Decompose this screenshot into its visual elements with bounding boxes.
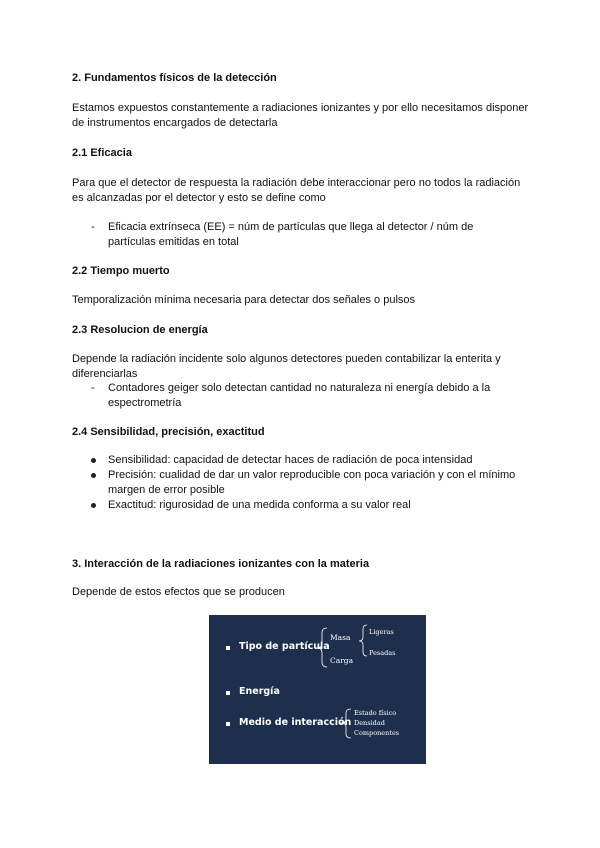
- section-2-paragraph: Estamos expuestos constantemente a radiaciones ionizantes y por ello necesitamos disponer de instrumentos encargados de detectarla: [72, 102, 529, 129]
- section-2-heading: 2. Fundamentos físicos de la detección: [72, 72, 277, 84]
- slide-item-energia: Energía: [239, 686, 280, 697]
- section-2-2-heading: 2.2 Tiempo muerto: [72, 265, 170, 277]
- slide-sub-estado: Estado físico: [354, 709, 397, 717]
- section-2-1-heading: 2.1 Eficacia: [72, 147, 132, 159]
- section-2-4-heading: 2.4 Sensibilidad, precisión, exactitud: [72, 426, 265, 438]
- slide-sub-masa: Masa: [330, 633, 351, 642]
- embedded-slide-image: [209, 615, 426, 764]
- section-2-3-heading: 2.3 Resolucion de energía: [72, 324, 208, 336]
- slide-sub-carga: Carga: [330, 656, 354, 665]
- section-2-4-list-item: Precisión: cualidad de dar un valor reproducible con poca variación y con el mínimo margen de error posible: [108, 469, 516, 496]
- section-2-1-paragraph: Para que el detector de respuesta la radiación debe interaccionar pero no todos la radiación es alcanzadas por el detector y esto se define como: [72, 177, 521, 204]
- bullet-icon: [91, 458, 96, 463]
- section-2-4-list-item: Sensibilidad: capacidad de detectar haces de radiación de poca intensidad: [108, 454, 473, 466]
- slide-bullet-icon: [226, 646, 230, 650]
- bullet-icon: [91, 473, 96, 478]
- section-2-3-paragraph: Depende la radiación incidente solo algunos detectores pueden contabilizar la enterita y diferenciarlas: [72, 353, 501, 380]
- slide-sub-densidad: Densidad: [354, 719, 385, 727]
- dash-marker: -: [91, 221, 95, 233]
- slide-sub-ligeras: Ligeras: [369, 628, 394, 636]
- section-2-3-list-item: Contadores geiger solo detectan cantidad no naturaleza ni energía debido a la espectrometría: [108, 382, 491, 409]
- slide-item-medio: Medio de interacción: [239, 717, 352, 728]
- slide-sub-componentes: Componentes: [354, 729, 400, 737]
- dash-marker: -: [91, 382, 95, 394]
- section-2-2-paragraph: Temporalización mínima necesaria para detectar dos señales o pulsos: [72, 294, 416, 306]
- section-2-1-list-item: Eficacia extrínseca (EE) = núm de partículas que llega al detector / núm de partículas emitidas en total: [108, 221, 474, 248]
- bullet-icon: [91, 503, 96, 508]
- slide-sub-pesadas: Pesadas: [369, 649, 396, 657]
- slide-bullet-icon: [226, 722, 230, 726]
- section-2-4-list-item: Exactitud: rigurosidad de una medida conforma a su valor real: [108, 499, 411, 511]
- section-3-paragraph: Depende de estos efectos que se producen: [72, 586, 285, 598]
- slide-bullet-icon: [226, 691, 230, 695]
- slide-item-tipo: Tipo de partícula: [239, 641, 330, 652]
- section-3-heading: 3. Interacción de la radiaciones ionizantes con la materia: [72, 558, 370, 570]
